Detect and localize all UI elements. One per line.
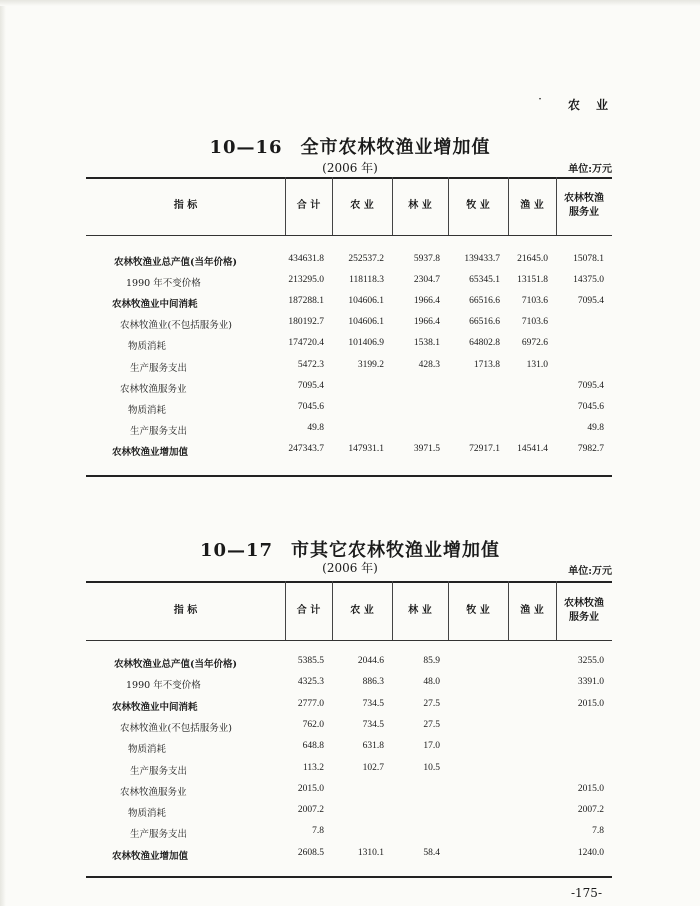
table-cell: 5472.3 <box>297 359 324 370</box>
table-cell: 3255.0 <box>577 656 604 666</box>
table-cell: 1538.1 <box>413 338 440 349</box>
table-cell: 64802.8 <box>469 338 500 349</box>
page-number: -175- <box>570 886 602 900</box>
table-bottom-rule <box>86 876 612 878</box>
table-cell: 6972.6 <box>521 338 548 349</box>
row-label: 农林牧渔服务业 <box>120 786 187 798</box>
table-cell: 139433.7 <box>464 254 500 264</box>
table-cell: 49.8 <box>587 422 604 433</box>
table-cell: 48.0 <box>423 677 440 688</box>
table-cell: 5385.5 <box>297 656 324 666</box>
scan-top-edge <box>0 0 700 6</box>
table-cell: 104606.1 <box>348 317 384 328</box>
table-cell: 174720.4 <box>288 338 324 349</box>
table-cell: 3199.2 <box>357 359 384 370</box>
column-header: 指 标 <box>173 604 198 616</box>
table-cell: 734.5 <box>362 719 384 730</box>
row-label: 1990 年不变价格 <box>126 680 201 692</box>
table-cell: 2044.6 <box>357 656 384 666</box>
section-dot: · <box>538 92 542 106</box>
table-title-text: 全市农林牧渔业增加值 <box>300 137 491 158</box>
table-bottom-rule <box>86 475 612 477</box>
table-cell: 15078.1 <box>573 254 604 264</box>
table-number: 10—17 <box>199 540 274 561</box>
column-header: 农林牧渔服务业 <box>564 193 604 218</box>
table-cell: 1310.1 <box>357 847 384 858</box>
table-cell: 7982.7 <box>577 443 604 454</box>
table-cell: 734.5 <box>362 698 384 709</box>
row-label: 生产服务支出 <box>130 425 188 437</box>
table-title <box>0 133 700 159</box>
row-label: 物质消耗 <box>128 808 167 820</box>
table-cell: 247343.7 <box>288 443 324 454</box>
table-cell: 180192.7 <box>288 317 324 328</box>
table-cell: 21645.0 <box>517 254 548 264</box>
table-cell: 3971.5 <box>413 443 440 454</box>
row-label: 生产服务支出 <box>130 829 188 841</box>
column-header: 渔 业 <box>520 200 544 211</box>
row-label: 物质消耗 <box>128 744 167 756</box>
table-cell: 147931.1 <box>348 443 384 454</box>
table-cell: 10.5 <box>423 762 440 773</box>
row-label: 物质消耗 <box>128 341 167 353</box>
column-header: 牧 业 <box>466 200 490 211</box>
table-cell: 1966.4 <box>413 317 440 328</box>
table-cell: 2007.2 <box>297 805 324 816</box>
table-cell: 58.4 <box>423 847 440 858</box>
column-header: 合 计 <box>296 604 321 616</box>
row-label: 农林牧渔业(不包括服务业) <box>120 320 232 332</box>
table-cell: 4325.3 <box>297 677 324 688</box>
table-cell: 886.3 <box>362 677 384 688</box>
table-cell: 7103.6 <box>521 317 548 328</box>
table-cell: 2015.0 <box>297 783 324 794</box>
column-header: 林 业 <box>408 604 432 616</box>
table-cell: 5937.8 <box>413 254 440 264</box>
table-cell: 27.5 <box>423 719 440 730</box>
table-unit: 单位:万元 <box>568 164 612 175</box>
table-year: (2006 年) <box>322 161 378 175</box>
section-label: 农 业 <box>567 98 614 112</box>
table-cell: 7045.6 <box>577 401 604 412</box>
row-label: 农林牧渔业中间消耗 <box>112 299 198 311</box>
table-title-text: 市其它农林牧渔业增加值 <box>291 540 501 561</box>
table-cell: 85.9 <box>423 656 440 666</box>
table-cell: 2608.5 <box>297 847 324 858</box>
table-cell: 102.7 <box>362 762 384 773</box>
table-cell: 131.0 <box>526 359 548 370</box>
table-unit: 单位:万元 <box>568 566 612 577</box>
column-header: 合 计 <box>296 200 321 211</box>
table-cell: 65345.1 <box>469 275 500 286</box>
table-cell: 187288.1 <box>288 296 324 307</box>
table-cell: 2007.2 <box>577 805 604 816</box>
table-cell: 648.8 <box>302 741 324 752</box>
row-label: 农林牧渔业增加值 <box>112 446 189 458</box>
table-cell: 113.2 <box>302 762 324 773</box>
table-cell: 1966.4 <box>413 296 440 307</box>
table-top-rule <box>86 177 612 179</box>
row-label: 农林牧渔服务业 <box>120 383 187 395</box>
table-cell: 101406.9 <box>348 338 384 349</box>
table-cell: 1713.8 <box>473 359 500 370</box>
row-label: 农林牧渔业总产值(当年价格) <box>114 257 237 268</box>
table-cell: 7095.4 <box>297 380 324 391</box>
table-cell: 2015.0 <box>577 783 604 794</box>
column-header: 渔 业 <box>520 604 544 616</box>
row-label: 1990 年不变价格 <box>126 278 201 290</box>
table-cell: 428.3 <box>418 359 440 370</box>
header-rule <box>86 640 612 641</box>
table-cell: 3391.0 <box>577 677 604 688</box>
table-cell: 2304.7 <box>413 275 440 286</box>
table-cell: 66516.6 <box>469 296 500 307</box>
column-header: 农 业 <box>350 604 374 616</box>
table-cell: 7095.4 <box>577 296 604 307</box>
table-cell: 2015.0 <box>577 698 604 709</box>
table-cell: 14375.0 <box>573 275 604 286</box>
row-label: 生产服务支出 <box>130 362 188 374</box>
row-label: 农林牧渔业(不包括服务业) <box>120 722 232 734</box>
table-cell: 434631.8 <box>288 254 324 264</box>
table-cell: 7045.6 <box>297 401 324 412</box>
table-number: 10—16 <box>209 137 283 158</box>
table-cell: 2777.0 <box>297 698 324 709</box>
row-label: 生产服务支出 <box>130 765 188 777</box>
table-cell: 7.8 <box>592 826 604 837</box>
table-cell: 27.5 <box>423 698 440 709</box>
table-cell: 631.8 <box>362 741 384 752</box>
table-cell: 66516.6 <box>469 317 500 328</box>
column-header: 牧 业 <box>466 604 490 616</box>
table-cell: 762.0 <box>302 719 324 730</box>
row-label: 农林牧渔业中间消耗 <box>112 701 198 713</box>
table-cell: 72917.1 <box>469 443 500 454</box>
column-header: 农林牧渔服务业 <box>564 597 604 623</box>
table-cell: 49.8 <box>307 422 324 433</box>
table-cell: 13151.8 <box>517 275 548 286</box>
table-year: (2006 年) <box>322 561 378 575</box>
table-cell: 7095.4 <box>577 380 604 391</box>
column-header: 林 业 <box>408 200 432 211</box>
table-cell: 213295.0 <box>288 275 324 286</box>
row-label: 物质消耗 <box>128 404 167 416</box>
table-cell: 7.8 <box>312 826 324 837</box>
table-cell: 252537.2 <box>348 254 384 264</box>
table-cell: 14541.4 <box>517 443 548 454</box>
table-cell: 104606.1 <box>348 296 384 307</box>
table-cell: 7103.6 <box>521 296 548 307</box>
table-cell: 1240.0 <box>577 847 604 858</box>
row-label: 农林牧渔业增加值 <box>112 850 189 862</box>
table-top-rule <box>86 581 612 583</box>
row-label: 农林牧渔业总产值(当年价格) <box>114 659 237 670</box>
column-header: 指 标 <box>173 200 198 211</box>
table-cell: 17.0 <box>423 741 440 752</box>
table-cell: 118118.3 <box>349 275 384 286</box>
header-rule <box>86 235 612 236</box>
column-header: 农 业 <box>350 200 374 211</box>
